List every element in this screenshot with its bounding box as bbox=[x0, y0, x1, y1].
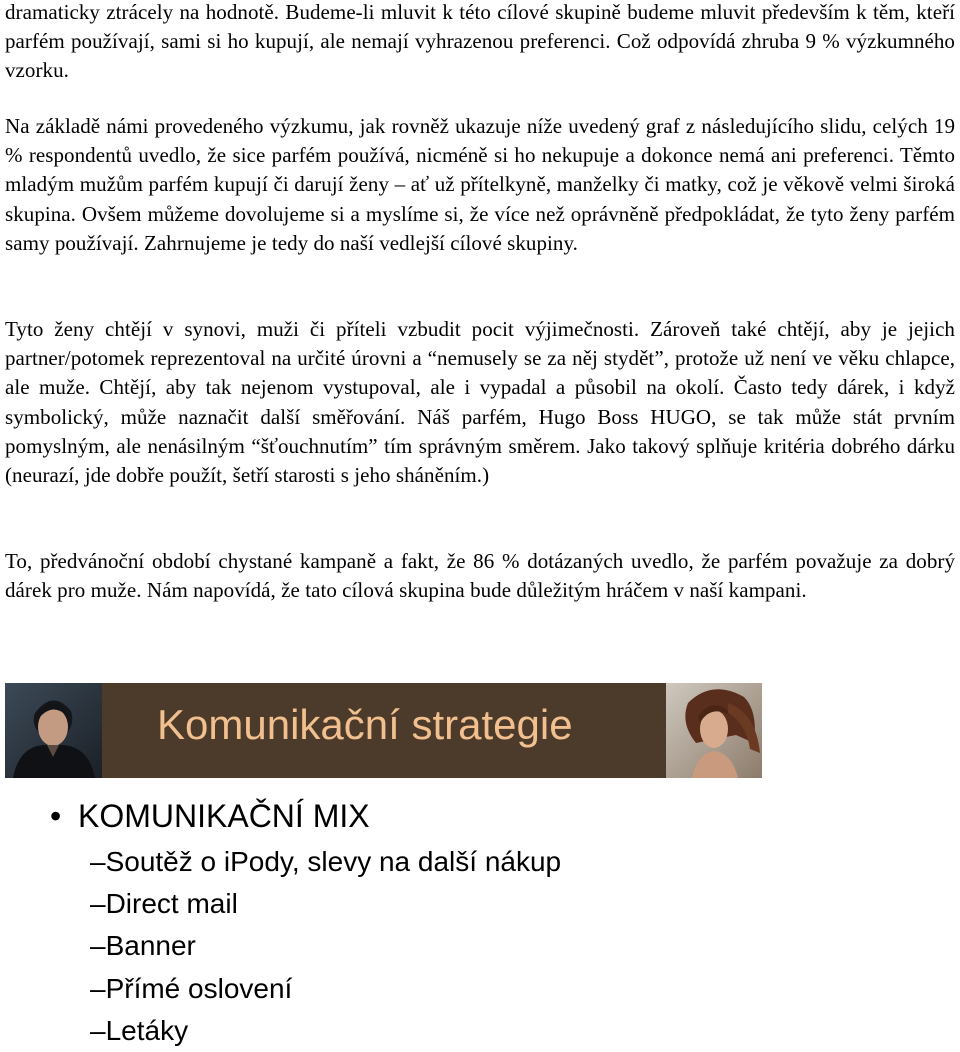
paragraph-1: dramaticky ztrácely na hodnotě. Budeme-li mluvit k této cílové skupině budeme mluvit především k těm, kteří parfém používají, sami si ho kupují, ale nemají vyhrazenou preferenci. Což odpovídá zhruba 9 % výzkumného vzorku. bbox=[5, 0, 955, 83]
sub-item-5: –Letáky bbox=[90, 1015, 189, 1046]
sub-item-2: –Direct mail bbox=[90, 888, 238, 919]
slide-title: Komunikační strategie bbox=[157, 701, 573, 748]
bullet-dot: • bbox=[50, 798, 62, 834]
sub-item-3: –Banner bbox=[90, 930, 196, 961]
slide-title-banner bbox=[5, 683, 762, 778]
man-photo-image bbox=[5, 683, 102, 778]
woman-photo-image bbox=[666, 683, 762, 778]
paragraph-3: Tyto ženy chtějí v synovi, muži či příteli vzbudit pocit výjimečnosti. Zároveň také chtějí, aby je jejich partner/potomek reprezentoval na určité úrovni a “nemusely se za něj stydět”, protože už není ve věku chlapce, ale muže. Chtějí, aby tak nejenom vystupoval, ale i vypadal a působil na okolí. Často tedy dárek, i když symbolický, může naznačit další směřování. Náš parfém, Hugo Boss HUGO, se tak může stát prvním pomyslným, ale nenásilným “šťouchnutím” tím správným směrem. Jako takový splňuje kritéria dobrého dárku (neurazí, jde dobře použít, šetří starosti s jeho sháněním.) bbox=[5, 317, 955, 488]
paragraph-2: Na základě námi provedeného výzkumu, jak rovněž ukazuje níže uvedený graf z následujícího slidu, celých 19 % respondentů uvedlo, že sice parfém používá, nicméně si ho nekupuje a dokonce nemá ani preferenci. Těmto mladým mužům parfém kupují či darují ženy – ať už přítelkyně, manželky či matky, což je věkově velmi široká skupina. Ovšem můžeme dovolujeme si a myslíme si, že více než oprávněně předpokládat, že tyto ženy parfém samy používají. Zahrnujeme je tedy do naší vedlejší cílové skupiny. bbox=[5, 114, 955, 255]
paragraph-4: To, předvánoční období chystané kampaně a fakt, že 86 % dotázaných uvedlo, že parfém považuje za dobrý dárek pro muže. Nám napovídá, že tato cílová skupina bude důležitým hráčem v naší kampani. bbox=[5, 549, 955, 603]
sub-item-4: –Přímé oslovení bbox=[90, 973, 293, 1004]
bullet-item-label: KOMUNIKAČNÍ MIX bbox=[78, 798, 370, 834]
bullet-item-main bbox=[50, 798, 370, 835]
sub-item-1: –Soutěž o iPody, slevy na další nákup bbox=[90, 846, 562, 877]
